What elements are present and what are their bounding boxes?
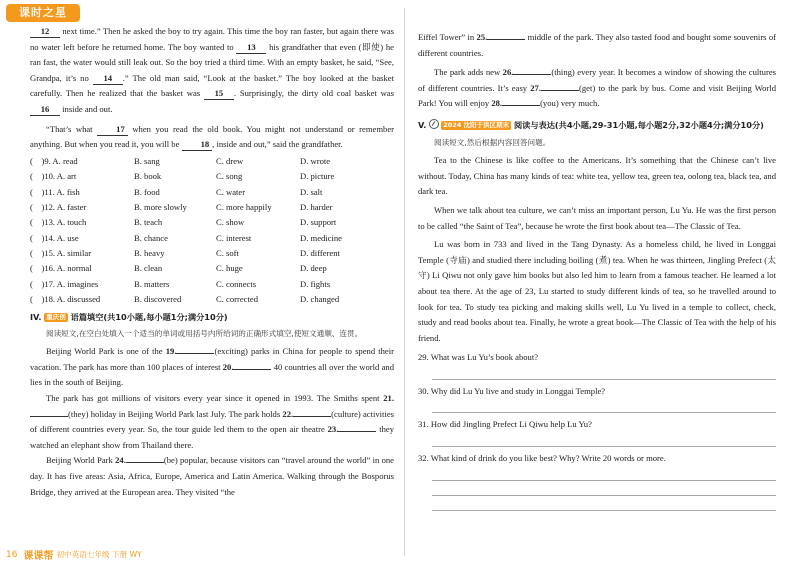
answer-blank[interactable]: 15 <box>204 88 234 100</box>
answer-line[interactable] <box>432 498 776 511</box>
question-option[interactable]: C. drew <box>216 155 244 166</box>
question-option-a[interactable]: ( )10. A. art <box>30 171 77 182</box>
passage-paragraph: When we talk about tea culture, we can’t miss an important person, Lu Yu. He was the first person to be called “the Saint of Tea”, because he wrote the first book about tea—The Classic of Tea. <box>418 204 776 231</box>
section-instruction: 阅读短文,在空白处填入一个适当的单词或用括号内所给词的正确形式填空,使短文通顺、连贯。 <box>46 329 363 339</box>
question-option[interactable]: C. huge <box>216 263 243 274</box>
question-option-a[interactable]: ( )9. A. read <box>30 155 78 166</box>
footer-info: 初中英语七年级 下册 WY <box>56 550 142 559</box>
answer-blank[interactable]: 12 <box>30 26 60 38</box>
option-row <box>30 277 394 292</box>
question-option[interactable]: B. discovered <box>134 294 182 305</box>
option-row <box>30 231 394 246</box>
answer-blank[interactable] <box>502 96 540 106</box>
option-row <box>30 154 394 169</box>
answer-blank[interactable]: 14 <box>93 73 123 85</box>
passage-paragraph: Tea to the Chinese is like coffee to the Americans. It’s something that the Chinese can’t live without. Today, China has many kinds of tea: white tea, yellow tea, green tea, oolong tea, black tea, and dark tea. <box>418 155 776 197</box>
question-option[interactable]: C. show <box>216 217 245 228</box>
question-option[interactable]: D. medicine <box>300 232 342 243</box>
question-option[interactable]: D. changed <box>300 294 340 305</box>
question-option-a[interactable]: ( )18. A. discussed <box>30 294 101 305</box>
answer-blank[interactable] <box>30 407 68 417</box>
answer-blank[interactable] <box>126 453 164 463</box>
source-tag: 2024 沈阳于洪区期末 <box>443 120 510 129</box>
answer-blank[interactable]: 13 <box>236 42 266 54</box>
question-option[interactable]: C. soft <box>216 248 239 259</box>
question-option[interactable]: C. connects <box>216 278 257 289</box>
option-row <box>30 246 394 261</box>
option-row <box>30 261 394 276</box>
question-option[interactable]: D. fights <box>300 278 331 289</box>
passage-paragraph: “That’s what 17 when you read the old book. You might not understand or remember anything. But when you read it, you will be 18 , inside and out,” said the grandfather. <box>30 123 395 150</box>
option-row <box>30 185 394 200</box>
question-option[interactable]: D. picture <box>300 171 335 182</box>
question-option-a[interactable]: ( )12. A. faster <box>30 201 87 212</box>
passage-paragraph: Beijing World Park 24. (be) popular, because visitors can “travel around the world” in one day. It has five areas: Asia, Africa, Europe, America and Latin America. Walking through the Bosporus Bridge, they arrived at the European area. They visited “the <box>30 455 394 497</box>
answer-blank[interactable]: 18 <box>182 139 213 151</box>
question-option-a[interactable]: ( )14. A. use <box>30 232 79 243</box>
question-option[interactable]: B. chance <box>134 232 168 243</box>
question-option[interactable]: B. heavy <box>134 248 165 259</box>
source-tag: 重庆创 <box>46 312 66 321</box>
answer-blank[interactable]: 16 <box>30 104 60 116</box>
question-option[interactable]: B. more slowly <box>134 201 187 212</box>
left-column <box>30 24 394 500</box>
answer-line[interactable] <box>432 400 776 413</box>
footer-brand: 课课帮 <box>23 551 54 562</box>
brand-logo: 课时之星 <box>6 4 80 22</box>
answer-blank[interactable] <box>233 360 271 370</box>
question-option[interactable]: C. water <box>216 186 246 197</box>
question-option-a[interactable]: ( )15. A. similar <box>30 248 92 259</box>
question-option[interactable]: C. song <box>216 171 243 182</box>
passage-paragraph: The park adds new 26. (thing) every year. It becomes a window of showing the cultures of different countries. It’s easy 27. (get) to the park by bus. Come and visit Beijing World Park! You will enjoy 28. (you) very much. <box>418 67 776 109</box>
question-option[interactable]: C. interest <box>216 232 252 243</box>
question-option[interactable]: B. matters <box>134 278 170 289</box>
question-option[interactable]: B. book <box>134 171 162 182</box>
page-number: 16 <box>6 549 18 560</box>
page-footer <box>6 547 142 562</box>
passage-paragraph: Beijing World Park is one of the 19. (exciting) parks in China for people to spend their vacation. The park has more than 100 places of interest 20. 40 countries all over the world and lies in the south of Beijing. <box>30 346 394 388</box>
passage-paragraph: 12 next time.” Then he asked the boy to try again. This time the boy ran faster, but again there was no water left before he returned home. The boy wanted to 13 his grandfather that even (即使) he ran fast, the water would still leak out. So the boy tried a third time. With an empty basket, he said, “See, Grandpa, it’s no 14 .” The old man said, “Look at the basket.” The boy looked at the basket carefully. Then he realized that the basket was 15 . Surprisingly, the dirty old coal basket was 16 inside and out. <box>30 26 394 114</box>
passage-paragraph: Eiffel Tower” in 25. middle of the park. They also tasted food and bought some souvenirs of different countries. <box>418 32 777 58</box>
answer-line[interactable] <box>432 468 776 481</box>
section-instruction: 阅读短文,然后根据内容回答问题。 <box>434 137 551 147</box>
answer-line[interactable] <box>432 434 776 447</box>
section-heading: IV. 重庆创 语篇填空(共10小题,每小题1分;满分10分) <box>30 311 228 322</box>
question-29: 29. What was Lu Yu’s book about? <box>418 352 539 363</box>
question-option[interactable]: B. teach <box>134 217 163 228</box>
question-option[interactable]: D. wrote <box>300 155 331 166</box>
question-32: 32. What kind of drink do you like best? Why? Write 20 words or more. <box>418 453 666 464</box>
question-option-a[interactable]: ( )11. A. fish <box>30 186 80 197</box>
answer-blank[interactable] <box>293 407 331 417</box>
option-row <box>30 215 394 230</box>
question-31: 31. How did Jingling Prefect Li Qiwu help Lu Yu? <box>418 419 592 430</box>
question-option[interactable]: C. corrected <box>216 294 258 305</box>
answer-line[interactable] <box>432 483 776 496</box>
passage-paragraph: Lu was born in 733 and lived in the Tang Dynasty. As a homeless child, he lived in Longgai Temple (寺庙) and studied there including boiling (煮) tea. When he was thirteen, Jingling Prefect (太守) Li Qiwu not only gave him books but also led him to learn from a famous teacher. He learned a lot about tea there. At the age of 23, Lu started to study different kinds of tea, so he travelled around to look for tea. To study tea picking and making skills well, Lu Yu lived in a temple to collect, check, study and read books about tea. Finally, he wrote a great book—The Classic of Tea with the help of his friend. <box>418 239 776 343</box>
answer-blank[interactable]: 17 <box>97 124 128 136</box>
question-option-a[interactable]: ( )17. A. imagines <box>30 278 99 289</box>
question-option[interactable]: D. support <box>300 217 337 228</box>
question-option[interactable]: C. more happily <box>216 201 272 212</box>
question-option[interactable]: D. harder <box>300 201 333 212</box>
question-option[interactable]: D. salt <box>300 186 323 197</box>
answer-blank[interactable] <box>487 30 525 40</box>
answer-blank[interactable] <box>338 422 376 432</box>
option-row <box>30 169 394 184</box>
column-divider <box>404 8 405 556</box>
question-option[interactable]: B. food <box>134 186 160 197</box>
answer-line[interactable] <box>432 367 776 380</box>
question-option-a[interactable]: ( )13. A. touch <box>30 217 87 228</box>
section-heading: V. 2024 沈阳于洪区期末 阅读与表达(共4小题,29-31小题,每小题2分,32小题4分;满分10分) <box>418 119 764 130</box>
question-option[interactable]: B. clean <box>134 263 163 274</box>
question-option[interactable]: B. sang <box>134 155 160 166</box>
question-30: 30. Why did Lu Yu live and study in Longgai Temple? <box>418 385 606 396</box>
option-row <box>30 200 394 215</box>
question-option[interactable]: D. different <box>300 248 340 259</box>
pencil-icon <box>429 119 439 129</box>
answer-blank[interactable] <box>541 81 579 91</box>
question-option-a[interactable]: ( )16. A. normal <box>30 263 92 274</box>
question-option[interactable]: D. deep <box>300 263 327 274</box>
right-column <box>418 30 776 513</box>
choice-options <box>30 154 394 308</box>
answer-blank[interactable] <box>176 344 214 354</box>
answer-blank[interactable] <box>513 65 551 75</box>
option-row <box>30 292 394 307</box>
passage-paragraph: The park has got millions of visitors every year since it opened in 1993. The Smiths spent 21.(they) holiday in Beijing World Park last July. The park holds 22. (culture) activities of different countries every year. So, the tour guide led them to the open air theatre 23. they watched an elephant show from Thailand there. <box>30 393 395 450</box>
